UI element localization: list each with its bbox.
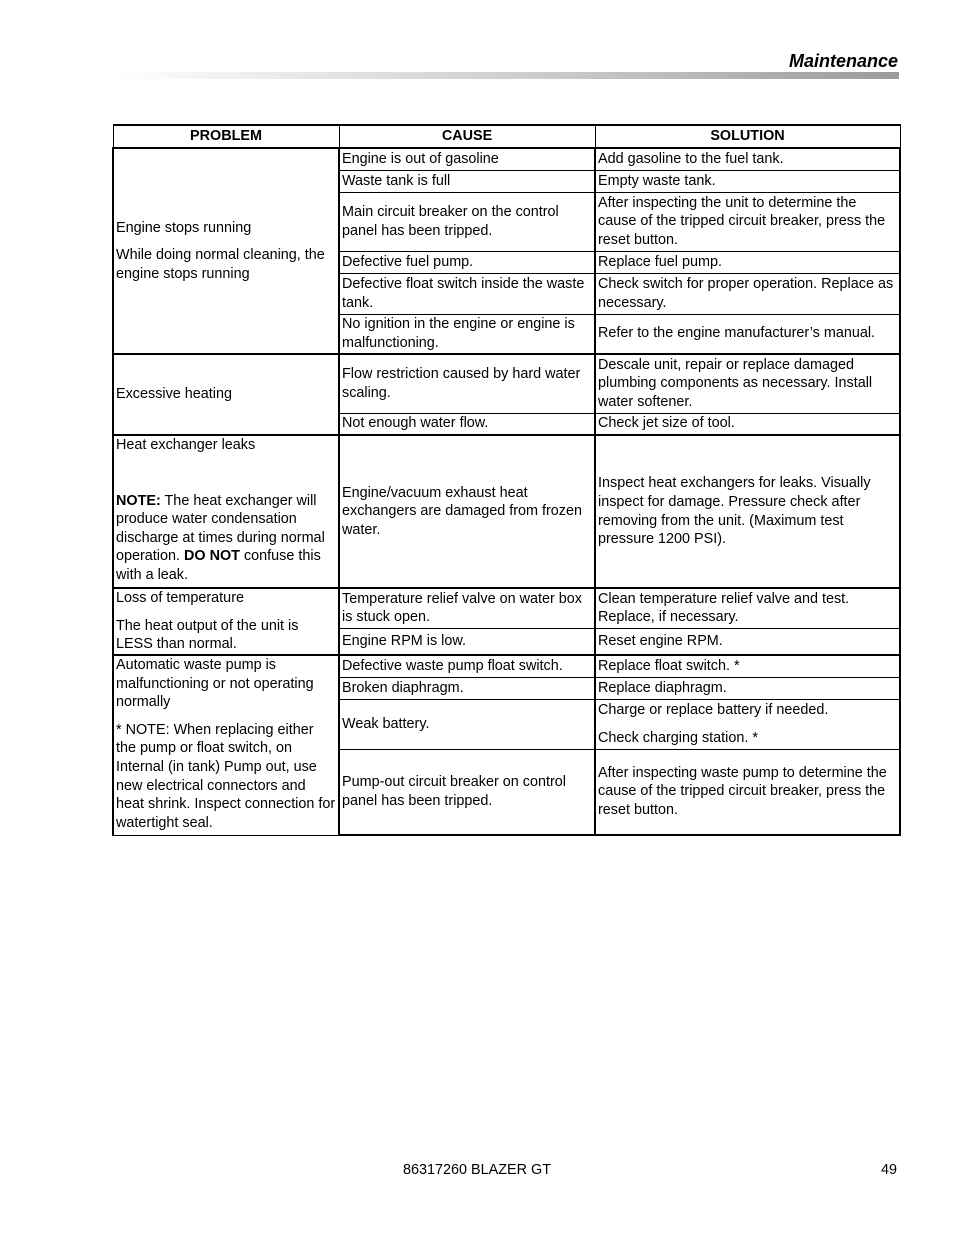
footer-page-number: 49 <box>880 1162 897 1178</box>
solution-line: Charge or replace battery if needed. <box>598 701 829 718</box>
solution-cell: Reset engine RPM. <box>595 628 900 655</box>
cause-cell: Weak battery. <box>339 699 595 749</box>
solution-cell: Inspect heat exchangers for leaks. Visually inspect for damage. Pressure check after removing from the unit. (Maximum test pressure 1200 PSI). <box>595 435 900 588</box>
table-header-row <box>113 125 900 148</box>
cause-cell: Engine RPM is low. <box>339 628 595 655</box>
solution-cell: Replace float switch. * <box>595 655 900 677</box>
cause-cell: Waste tank is full <box>339 170 595 192</box>
cause-cell: Engine/vacuum exhaust heat exchangers are damaged from frozen water. <box>339 435 595 588</box>
solution-cell: After inspecting the unit to determine the cause of the tripped circuit breaker, press the reset button. <box>595 192 900 251</box>
cause-cell: Defective waste pump float switch. <box>339 655 595 677</box>
note-text: The heat exchanger will produce water condensation discharge at times during normal operation. <box>116 492 325 565</box>
cause-cell: Flow restriction caused by hard water scaling. <box>339 354 595 413</box>
table-row <box>113 148 900 170</box>
cause-cell: Main circuit breaker on the control panel has been tripped. <box>339 192 595 251</box>
problem-cell <box>113 148 339 354</box>
solution-cell <box>595 699 900 749</box>
cause-cell: Not enough water flow. <box>339 413 595 435</box>
solution-cell: After inspecting waste pump to determine the cause of the tripped circuit breaker, press the reset button. <box>595 749 900 835</box>
solution-cell: Check jet size of tool. <box>595 413 900 435</box>
cause-cell: Defective fuel pump. <box>339 251 595 273</box>
solution-cell: Refer to the engine manufacturer’s manual. <box>595 314 900 354</box>
cause-cell: Temperature relief valve on water box is stuck open. <box>339 588 595 628</box>
solution-line: Check charging station. * <box>598 729 758 746</box>
column-header-problem: PROBLEM <box>113 125 339 148</box>
problem-cell <box>113 354 339 435</box>
problem-title: Automatic waste pump is malfunctioning or not operating normally <box>116 657 314 711</box>
problem-description: The heat output of the unit is LESS than normal. <box>116 617 299 653</box>
note-label: NOTE: <box>116 492 161 509</box>
section-title: Maintenance <box>788 51 898 71</box>
problem-cell <box>113 435 339 588</box>
problem-title: Excessive heating <box>116 386 232 403</box>
solution-cell: Replace diaphragm. <box>595 677 900 699</box>
problem-cell <box>113 655 339 835</box>
cause-cell: Engine is out of gasoline <box>339 148 595 170</box>
table-row <box>113 588 900 628</box>
solution-cell: Replace fuel pump. <box>595 251 900 273</box>
solution-cell: Check switch for proper operation. Replace as necessary. <box>595 273 900 314</box>
problem-title: Loss of temperature <box>116 590 244 607</box>
header-gradient-rule <box>112 72 899 79</box>
table-row <box>113 354 900 413</box>
cause-cell: Pump-out circuit breaker on control panel has been tripped. <box>339 749 595 835</box>
solution-cell: Clean temperature relief valve and test. Replace, if necessary. <box>595 588 900 628</box>
column-header-cause: CAUSE <box>339 125 595 148</box>
table-row <box>113 435 900 588</box>
problem-title: Engine stops running <box>116 219 252 236</box>
problem-note <box>116 492 336 585</box>
solution-cell: Add gasoline to the fuel tank. <box>595 148 900 170</box>
note-emphasis: DO NOT <box>184 548 240 565</box>
column-header-solution: SOLUTION <box>595 125 900 148</box>
cause-cell: Defective float switch inside the waste tank. <box>339 273 595 314</box>
solution-cell: Descale unit, repair or replace damaged plumbing components as necessary. Install water softener. <box>595 354 900 413</box>
table-row <box>113 655 900 677</box>
problem-cell <box>113 588 339 655</box>
footer-document-id: 86317260 BLAZER GT <box>403 1162 551 1178</box>
cause-cell: Broken diaphragm. <box>339 677 595 699</box>
solution-cell: Empty waste tank. <box>595 170 900 192</box>
problem-description: While doing normal cleaning, the engine stops running <box>116 247 325 282</box>
problem-title: Heat exchanger leaks <box>116 437 256 453</box>
troubleshooting-table <box>112 124 901 836</box>
problem-note: * NOTE: When replacing either the pump or float switch, on Internal (in tank) Pump out, use new electrical connectors and heat shrink. Inspect connection for watertight seal. <box>116 721 336 831</box>
note-text-end: confuse this with a leak. <box>116 548 321 583</box>
cause-cell: No ignition in the engine or engine is malfunctioning. <box>339 314 595 354</box>
